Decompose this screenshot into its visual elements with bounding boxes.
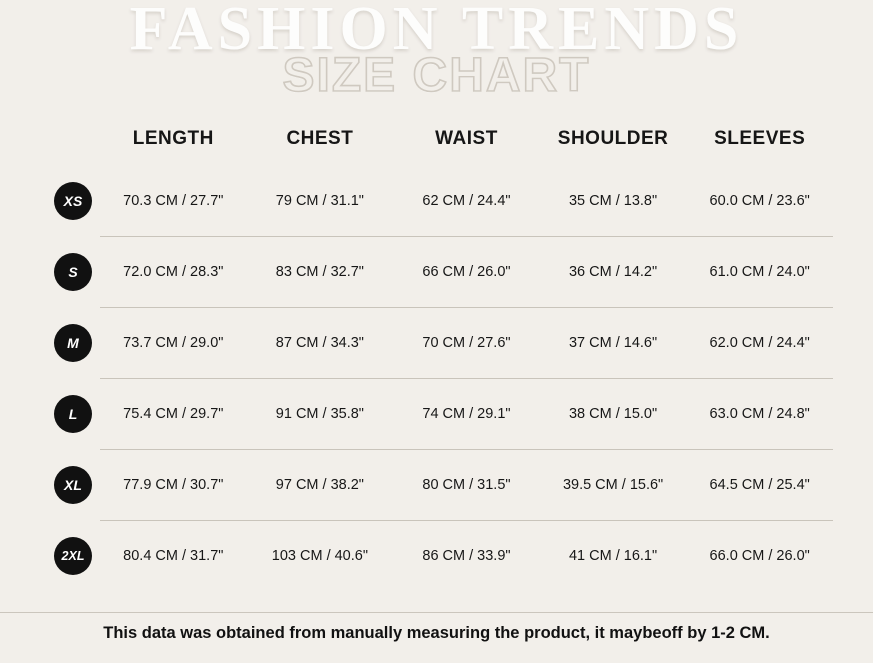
cell-length: 77.9 CM / 30.7" — [100, 450, 247, 521]
cell-chest: 83 CM / 32.7" — [247, 237, 394, 308]
page-title: SIZE CHART — [282, 49, 591, 102]
column-header-shoulder: SHOULDER — [557, 128, 669, 149]
cell-chest: 79 CM / 31.1" — [275, 193, 364, 209]
cell-shoulder: 35 CM / 13.8" — [568, 193, 658, 209]
cell-shoulder: 37 CM / 14.6" — [540, 308, 687, 379]
cell-waist: 62 CM / 24.4" — [422, 193, 511, 209]
cell-sleeves: 62.0 CM / 24.4" — [686, 308, 833, 379]
cell-waist: 66 CM / 26.0" — [393, 237, 540, 308]
size-badge: XS — [54, 182, 92, 220]
footer-divider — [0, 612, 873, 613]
table-row — [40, 379, 833, 450]
table-row — [40, 450, 833, 521]
cell-length: 73.7 CM / 29.0" — [100, 308, 247, 379]
cell-length: 80.4 CM / 31.7" — [100, 521, 247, 592]
table-row — [40, 237, 833, 308]
size-badge: 2XL — [54, 537, 92, 575]
size-badge-cell — [40, 379, 100, 450]
cell-chest: 103 CM / 40.6" — [247, 521, 394, 592]
measurement-disclaimer: This data was obtained from manually measuring the product, it maybeoff by 1-2 CM. — [103, 624, 770, 642]
table-header — [40, 128, 833, 166]
cell-sleeves: 60.0 CM / 23.6" — [709, 193, 810, 209]
cell-sleeves: 64.5 CM / 25.4" — [686, 450, 833, 521]
background-title: FASHION TRENDS — [129, 0, 744, 63]
column-header-waist: WAIST — [435, 128, 498, 149]
size-badge-cell — [40, 308, 100, 379]
cell-shoulder: 36 CM / 14.2" — [540, 237, 687, 308]
size-badge-cell — [40, 521, 100, 592]
cell-waist: 74 CM / 29.1" — [393, 379, 540, 450]
cell-sleeves: 61.0 CM / 24.0" — [686, 237, 833, 308]
cell-chest: 97 CM / 38.2" — [247, 450, 394, 521]
cell-length: 72.0 CM / 28.3" — [100, 237, 247, 308]
cell-waist: 70 CM / 27.6" — [393, 308, 540, 379]
cell-waist: 80 CM / 31.5" — [393, 450, 540, 521]
column-header-length: LENGTH — [132, 128, 214, 149]
table-body — [40, 166, 833, 591]
cell-shoulder: 39.5 CM / 15.6" — [540, 450, 687, 521]
cell-shoulder: 38 CM / 15.0" — [540, 379, 687, 450]
size-badge: XL — [54, 466, 92, 504]
size-badge: S — [54, 253, 92, 291]
size-badge-cell — [40, 450, 100, 521]
size-badge-cell — [40, 237, 100, 308]
cell-sleeves: 66.0 CM / 26.0" — [686, 521, 833, 592]
cell-chest: 91 CM / 35.8" — [247, 379, 394, 450]
table-row — [40, 166, 833, 237]
size-table — [40, 128, 833, 591]
size-badge-cell — [40, 166, 100, 237]
cell-length: 70.3 CM / 27.7" — [123, 193, 224, 209]
cell-length: 75.4 CM / 29.7" — [100, 379, 247, 450]
column-header-size — [40, 128, 100, 166]
table-row — [40, 521, 833, 592]
column-header-sleeves: SLEEVES — [714, 128, 806, 149]
size-badge: L — [54, 395, 92, 433]
table-header-row — [40, 128, 833, 166]
cell-shoulder: 41 CM / 16.1" — [540, 521, 687, 592]
size-badge: M — [54, 324, 92, 362]
cell-waist: 86 CM / 33.9" — [393, 521, 540, 592]
column-header-chest: CHEST — [286, 128, 354, 149]
table-row — [40, 308, 833, 379]
cell-chest: 87 CM / 34.3" — [247, 308, 394, 379]
size-chart-container — [0, 128, 873, 591]
cell-sleeves: 63.0 CM / 24.8" — [686, 379, 833, 450]
